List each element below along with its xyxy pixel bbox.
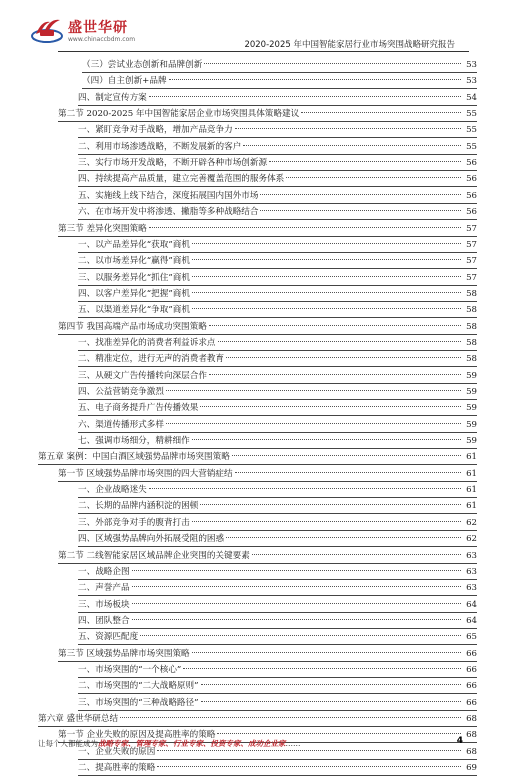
toc-entry-title: 六、渠道传播形式多样 [78, 419, 164, 430]
toc-underline [78, 579, 477, 580]
toc-entry[interactable] [0, 385, 527, 399]
toc-dot-leader [269, 161, 461, 162]
toc-dot-leader [209, 325, 461, 326]
toc-entry-page: 56 [466, 158, 477, 169]
toc-entry-title: 四、持续提高产品质量，建立完善覆盖范围的服务体系 [78, 174, 285, 185]
toc-entry-row [58, 107, 477, 121]
toc-entry[interactable] [0, 598, 527, 612]
toc-dot-leader [169, 79, 461, 80]
toc-entry[interactable] [0, 434, 527, 448]
toc-dot-leader [132, 603, 461, 604]
toc-dot-leader [132, 586, 461, 587]
header-rule [58, 51, 469, 52]
toc-entry[interactable] [0, 761, 527, 775]
toc-underline [38, 726, 477, 727]
toc-dot-leader [260, 210, 461, 211]
toc-entry-row [78, 303, 477, 317]
toc-entry[interactable] [0, 222, 527, 236]
toc-entry-row [78, 156, 477, 170]
toc-entry-title: 第三节 差异化突围策略 [58, 223, 147, 234]
toc-entry-title: 五、实施线上线下结合，深度拓展国内国外市场 [78, 190, 259, 201]
toc-entry-title: 四、团队整合 [78, 615, 130, 626]
toc-entry-title: 二、市场突围的“二大战略原则” [78, 681, 199, 692]
toc-entry-title: 五、电子商务提升广告传播效果 [78, 403, 199, 414]
toc-entry-row [78, 140, 477, 154]
toc-entry-row [78, 761, 477, 775]
toc-entry-page: 53 [466, 60, 477, 70]
toc-dot-leader [183, 668, 461, 669]
toc-entry-title: 一、战略企图 [78, 566, 130, 577]
page-header [0, 0, 527, 56]
toc-underline [78, 530, 477, 531]
toc-entry[interactable] [0, 467, 527, 481]
toc-entry[interactable] [0, 499, 527, 513]
toc-entry-title: 二、声誉产品 [78, 583, 130, 594]
toc-entry-title: 三、实行市场开发战略，不断开辟各种市场创新源 [78, 158, 268, 169]
toc-entry-row [78, 352, 477, 366]
footer-slogan [38, 738, 301, 749]
toc-dot-leader [226, 537, 461, 538]
toc-underline [78, 628, 477, 629]
toc-dot-leader [192, 652, 461, 653]
toc-dot-leader [166, 390, 461, 391]
toc-entry[interactable] [0, 369, 527, 383]
toc-entry-row [78, 614, 477, 628]
toc-entry[interactable] [0, 647, 527, 661]
toc-entry-row [78, 172, 477, 186]
toc-dot-leader [209, 374, 461, 375]
toc-entry-page: 68 [466, 746, 477, 757]
toc-entry-row [78, 679, 477, 693]
toc-underline [78, 693, 477, 694]
toc-underline [78, 759, 477, 760]
toc-entry-page: 66 [466, 681, 477, 692]
toc-entry[interactable] [0, 123, 527, 137]
toc-entry[interactable] [0, 663, 527, 677]
toc-entry-row [78, 516, 477, 530]
toc-entry-title: 一、市场突围的“一个核心” [78, 664, 182, 675]
toc-underline [78, 595, 477, 596]
toc-entry-page: 57 [466, 272, 477, 283]
toc-entry-row [58, 549, 477, 563]
toc-dot-leader [192, 439, 461, 440]
toc-underline [78, 268, 477, 269]
toc-entry-row [78, 663, 477, 677]
toc-entry-title: 三、市场板块 [78, 599, 130, 610]
toc-entry-page: 63 [466, 583, 477, 594]
toc-underline [78, 497, 477, 498]
toc-underline [78, 415, 477, 416]
toc-entry-row [78, 238, 477, 252]
toc-underline [78, 285, 477, 286]
toc-underline [78, 448, 477, 449]
toc-entry[interactable] [0, 565, 527, 579]
toc-entry-page: 59 [466, 370, 477, 381]
toc-entry-row [78, 532, 477, 546]
toc-entry[interactable] [0, 418, 527, 432]
toc-underline [78, 546, 477, 547]
toc-dot-leader [301, 112, 461, 113]
toc-entry-page: 61 [466, 468, 477, 479]
toc-dot-leader [132, 570, 461, 571]
toc-entry-page: 55 [466, 141, 477, 152]
footer-suffix: …… [285, 739, 301, 748]
toc-underline [78, 203, 477, 204]
toc-entry-page: 68 [466, 714, 477, 724]
toc-entry[interactable] [0, 254, 527, 268]
toc-underline [58, 121, 477, 122]
toc-entry-title: 一、企业战略迷失 [78, 485, 147, 496]
toc-entry-title: 三、外部竞争对手的腹背打击 [78, 517, 190, 528]
document-title: 2020-2025 年中国智能家居行业市场突围战略研究报告 [244, 40, 455, 50]
toc-entry-title: 第一节 企业失败的原因及提高胜率的策略 [58, 730, 216, 741]
toc-dot-leader [149, 227, 461, 228]
toc-entry-title: 五、以渠道差异化“争取”商机 [78, 305, 190, 316]
toc-entry[interactable] [0, 614, 527, 628]
toc-entry[interactable] [0, 156, 527, 170]
toc-underline [82, 88, 477, 89]
toc-dot-leader [243, 145, 461, 146]
toc-entry-page: 58 [466, 321, 477, 332]
toc-entry-title: 四、区域强势品牌向外拓展受阻的困惑 [78, 534, 225, 545]
logo-url: www.chinaccbdm.com [68, 36, 136, 43]
toc-entry-page: 58 [466, 305, 477, 316]
toc-entry-title: 第五章 案例：中国白酒区域强势品牌市场突围策略 [38, 452, 230, 463]
toc-dot-leader [149, 96, 461, 97]
toc-entry[interactable] [0, 712, 527, 726]
toc-entry-title: 二、利用市场渗透战略，不断发展新的客户 [78, 141, 242, 152]
page-number: 4 [456, 736, 463, 746]
toc-entry-page: 64 [466, 599, 477, 610]
toc-entry-row [78, 483, 477, 497]
toc-underline [78, 775, 477, 776]
toc-entry-title: 二、长期的品牌内涵积淀的困顿 [78, 501, 199, 512]
toc-entry[interactable] [0, 91, 527, 105]
toc-dot-leader [204, 63, 461, 64]
toc-entry[interactable] [0, 483, 527, 497]
toc-entry[interactable] [0, 549, 527, 563]
toc-entry-page: 57 [466, 256, 477, 267]
toc-entry[interactable] [0, 58, 527, 72]
toc-underline [78, 170, 477, 171]
toc-underline [78, 219, 477, 220]
toc-underline [78, 252, 477, 253]
toc-underline [78, 366, 477, 367]
toc-entry-title: 三、市场突围的“三种战略路径” [78, 697, 199, 708]
toc-entry-page: 58 [466, 354, 477, 365]
toc-entry-row [78, 205, 477, 219]
toc-entry-page: 59 [466, 403, 477, 414]
toc-underline [58, 563, 477, 564]
toc-entry-page: 66 [466, 648, 477, 659]
toc-dot-leader [252, 554, 461, 555]
toc-entry-row [78, 418, 477, 432]
toc-entry-page: 63 [466, 566, 477, 577]
toc-entry-page: 55 [466, 109, 477, 120]
toc-entry-page: 58 [466, 337, 477, 348]
toc-dot-leader [201, 701, 461, 702]
toc-entry-page: 57 [466, 239, 477, 250]
toc-entry[interactable] [0, 581, 527, 595]
toc-entry-title: 一、紧盯竞争对手战略，增加产品竞争力 [78, 125, 233, 136]
toc-dot-leader [132, 619, 461, 620]
toc-entry-row [58, 647, 477, 661]
toc-dot-leader [200, 406, 461, 407]
toc-dot-leader [232, 455, 461, 456]
toc-dot-leader [157, 766, 461, 767]
toc-entry-title: 七、强调市场细分，精耕细作 [78, 436, 190, 447]
toc-entry-title: （三）尝试业态创新和品牌创新 [82, 60, 203, 70]
toc-dot-leader [286, 177, 461, 178]
toc-underline [58, 481, 477, 482]
toc-entry[interactable] [0, 450, 527, 464]
toc-underline [78, 677, 477, 678]
toc-dot-leader [226, 357, 461, 358]
toc-entry-title: 第三节 区域强势品牌市场突围策略 [58, 648, 190, 659]
toc-entry-page: 61 [466, 452, 477, 463]
toc-dot-leader [192, 521, 461, 522]
toc-entry-row [78, 287, 477, 301]
toc-entry[interactable] [0, 271, 527, 285]
toc-entry[interactable] [0, 238, 527, 252]
toc-entry-title: 第二节 2020-2025 年中国智能家居企业市场突围具体策略建议 [58, 109, 300, 120]
toc-entry-row [78, 91, 477, 105]
toc-entry-title: 二、提高胜率的策略 [78, 763, 156, 774]
toc-entry-page: 56 [466, 174, 477, 185]
toc-entry-row [78, 369, 477, 383]
toc-entry[interactable] [0, 630, 527, 644]
toc-entry-page: 69 [466, 763, 477, 774]
toc-entry-row [78, 189, 477, 203]
toc-entry-page: 66 [466, 664, 477, 675]
toc-entry-title: 二、精准定位，进行无声的消费者教育 [78, 354, 225, 365]
company-logo [30, 14, 150, 54]
toc-entry-row [78, 336, 477, 350]
toc-entry-page: 62 [466, 517, 477, 528]
toc-underline [78, 154, 477, 155]
toc-dot-leader [192, 308, 461, 309]
toc-entry-row [78, 385, 477, 399]
toc-entry-title: 第四节 我国高端产品市场成功突围策略 [58, 321, 207, 332]
toc-entry-title: 二、以市场差异化“赢得”商机 [78, 256, 190, 267]
toc-underline [78, 186, 477, 187]
toc-entry-page: 65 [466, 632, 477, 643]
toc-dot-leader [192, 276, 461, 277]
toc-entry[interactable] [0, 107, 527, 121]
toc-entry-page: 54 [466, 92, 477, 103]
toc-entry-page: 68 [466, 730, 477, 741]
toc-underline [78, 301, 477, 302]
toc-entry-page: 62 [466, 534, 477, 545]
toc-entry[interactable] [0, 401, 527, 415]
toc-dot-leader [149, 488, 461, 489]
toc-entry[interactable] [0, 516, 527, 530]
toc-entry-row [38, 450, 477, 464]
toc-entry-page: 59 [466, 387, 477, 397]
toc-entry[interactable] [0, 336, 527, 350]
toc-entry-row [82, 74, 477, 88]
toc-dot-leader [235, 128, 461, 129]
toc-entry[interactable] [0, 140, 527, 154]
toc-entry-row [58, 467, 477, 481]
toc-entry-page: 64 [466, 615, 477, 626]
toc-entry-row [78, 401, 477, 415]
toc-entry-row [78, 434, 477, 448]
toc-entry-page: 53 [466, 76, 477, 87]
toc-entry[interactable] [0, 172, 527, 186]
toc-entry-page: 58 [466, 288, 477, 299]
toc-underline [78, 399, 477, 400]
toc-underline [78, 317, 477, 318]
toc-underline [78, 513, 477, 514]
toc-entry[interactable] [0, 74, 527, 88]
toc-entry-row [58, 222, 477, 236]
toc-underline [38, 464, 477, 465]
toc-entry-title: 三、从硬文广告传播转向深层合作 [78, 370, 207, 381]
toc-dot-leader [192, 259, 461, 260]
toc-entry[interactable] [0, 532, 527, 546]
toc-dot-leader [192, 292, 461, 293]
toc-entry[interactable] [0, 205, 527, 219]
toc-entry-title: 一、找准差异化的消费者利益诉求点 [78, 337, 216, 348]
toc-entry-row [78, 696, 477, 710]
toc-underline [78, 432, 477, 433]
toc-underline [78, 137, 477, 138]
toc-underline [78, 612, 477, 613]
toc-entry-title: （四）自主创新+品牌 [82, 76, 167, 87]
logo-name: 盛世华研 [68, 20, 128, 36]
footer-highlight: 战略专家、管理专家、行业专家、投资专家、成功企业家 [98, 739, 286, 748]
toc-underline [78, 350, 477, 351]
toc-entry-page: 61 [466, 485, 477, 496]
toc-entry-row [58, 320, 477, 334]
toc-underline [58, 334, 477, 335]
toc-entry[interactable] [0, 679, 527, 693]
toc-entry-page: 59 [466, 419, 477, 430]
toc-entry-title: 一、企业失败的原因 [78, 746, 156, 757]
toc-dot-leader [200, 504, 461, 505]
toc-entry-title: 四、以客户差异化“把握”商机 [78, 288, 190, 299]
toc-entry-row [78, 630, 477, 644]
toc-dot-leader [140, 635, 461, 636]
toc-underline [78, 710, 477, 711]
toc-underline [58, 661, 477, 662]
toc-dot-leader [192, 243, 461, 244]
toc-entry-page: 63 [466, 550, 477, 561]
toc-entry-title: 六、在市场开发中将渗透、撇脂等多种战略结合 [78, 207, 259, 218]
toc-entry-row [78, 271, 477, 285]
toc-entry[interactable] [0, 287, 527, 301]
toc-entry-title: 第一节 区域强势品牌市场突围的四大营销症结 [58, 468, 233, 479]
toc-entry[interactable] [0, 303, 527, 317]
toc-dot-leader [166, 423, 461, 424]
toc-entry-page: 56 [466, 207, 477, 218]
toc-underline [58, 236, 477, 237]
toc-dot-leader [260, 194, 461, 195]
toc-entry-page: 59 [466, 436, 477, 447]
toc-dot-leader [201, 684, 461, 685]
toc-underline [78, 644, 477, 645]
toc-underline [82, 72, 477, 73]
toc-dot-leader [218, 341, 461, 342]
toc-entry-page: 57 [466, 223, 477, 234]
toc-entry[interactable] [0, 352, 527, 366]
toc-entry-row [78, 581, 477, 595]
toc-entry-page: 61 [466, 501, 477, 512]
page-footer [0, 732, 527, 756]
toc-entry[interactable] [0, 189, 527, 203]
toc-entry-row [82, 58, 477, 72]
toc-entry-title: 四、公益营销竞争激烈 [78, 387, 164, 397]
toc-dot-leader [235, 472, 461, 473]
toc-entry-row [38, 712, 477, 726]
toc-entry[interactable] [0, 320, 527, 334]
toc-entry-title: 三、以服务差异化“抓住”商机 [78, 272, 190, 283]
toc-entry-title: 五、资源匹配度 [78, 632, 139, 643]
toc-entry-row [78, 254, 477, 268]
toc-entry-page: 55 [466, 125, 477, 136]
toc-underline [78, 105, 477, 106]
toc-dot-leader [120, 717, 461, 718]
toc-entry-page: 56 [466, 190, 477, 201]
toc-entry-row [78, 123, 477, 137]
toc-entry-title: 第六章 盛世华研总结 [38, 714, 119, 724]
toc-entry-page: 66 [466, 697, 477, 708]
toc-entry-title: 四、制定宣传方案 [78, 92, 147, 103]
toc-entry-title: 第二节 二线智能家居区域品牌企业突围的关键要素 [58, 550, 250, 561]
toc-entry-row [78, 598, 477, 612]
logo-emblem-icon [30, 14, 64, 46]
toc-entry-row [78, 565, 477, 579]
toc-entry[interactable] [0, 696, 527, 710]
footer-prefix: 让每个人都能成为 [38, 739, 98, 748]
toc-underline [78, 383, 477, 384]
toc-entry-row [78, 499, 477, 513]
toc-entry-title: 一、以产品差异化“获取”商机 [78, 239, 190, 250]
